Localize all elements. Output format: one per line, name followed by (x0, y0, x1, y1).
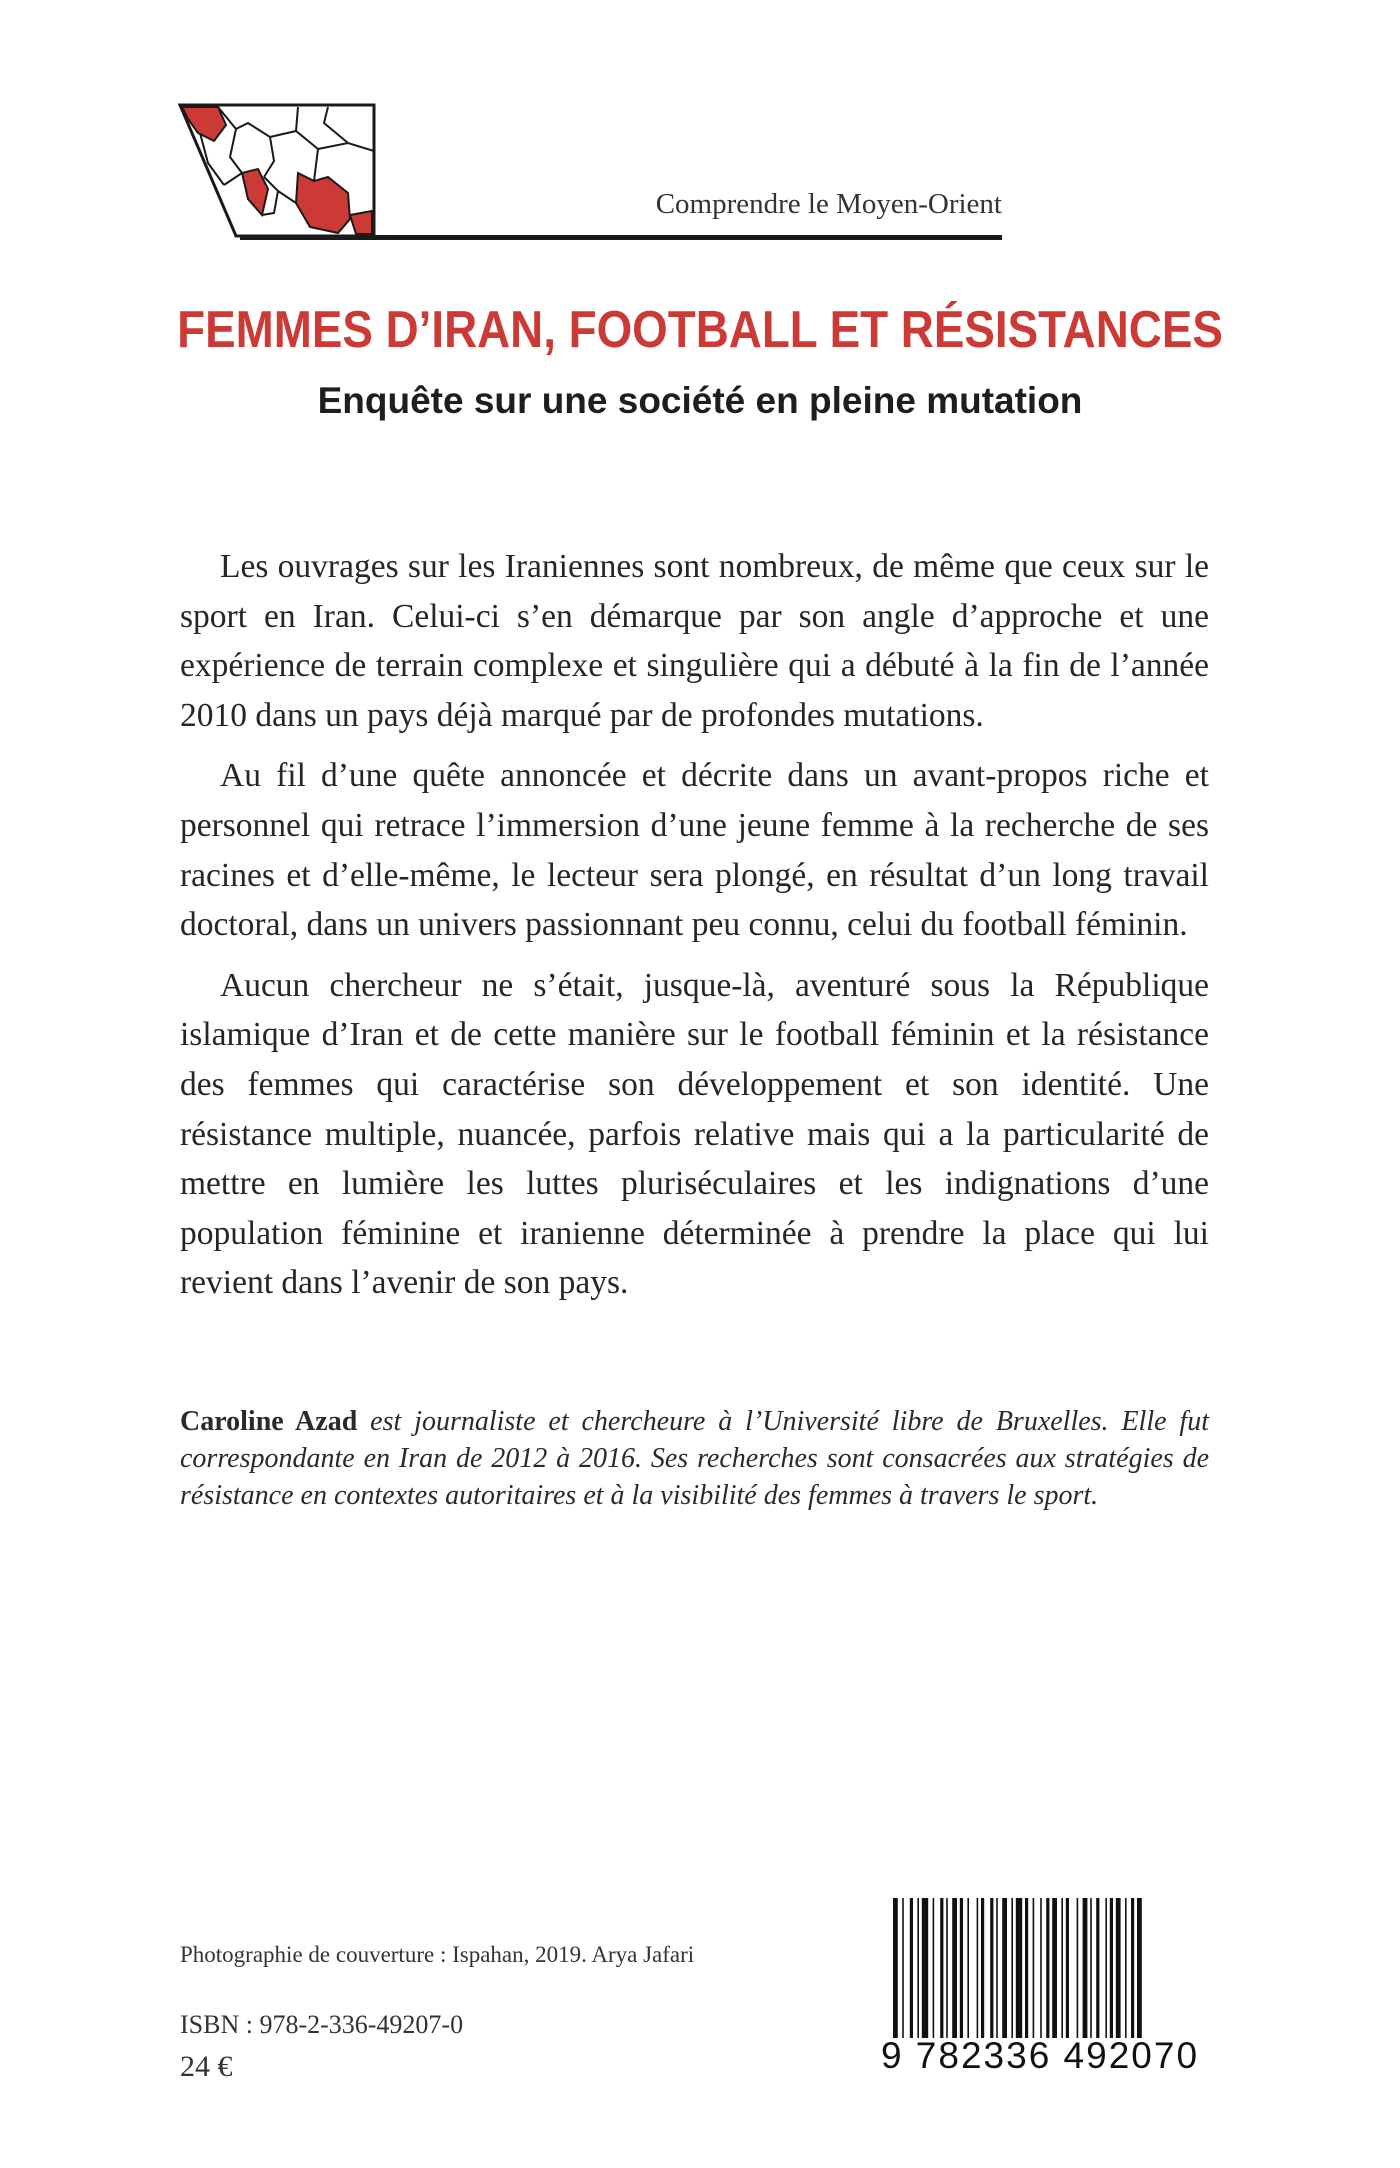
barcode-bar (940, 1898, 943, 2038)
barcode-bar (1046, 1898, 1049, 2038)
book-title: FEMMES D’IRAN, FOOTBALL ET RÉSISTANCES (177, 301, 1223, 359)
author-name: Caroline Azad (180, 1406, 358, 1437)
barcode-bar (1025, 1898, 1028, 2038)
photo-credit: Photographie de couverture : Ispahan, 2019. Arya Jafari (180, 1942, 695, 1967)
barcode-bar (1040, 1898, 1042, 2038)
barcode-bar (917, 1898, 919, 2038)
barcode-bar (1016, 1898, 1022, 2038)
blurb-paragraph: Aucun chercheur ne s’était, jusque-là, aventuré sous la République islamique d’Iran et de cette manière sur le football féminin et la résistance des femmes qui caractérise son développement et son identité. Une résistance multiple, nuancée, parfois relative mais qui a la particularité de mettre en lumière les luttes pluriséculaires et les indignations d’une population féminine et iranienne déterminée à prendre la place qui lui revient dans l’avenir de son pays. (180, 966, 1209, 1302)
barcode-bar (1066, 1898, 1069, 2038)
barcode-bar (1125, 1898, 1127, 2038)
book-subtitle: Enquête sur une société en pleine mutation (317, 380, 1083, 421)
barcode-bar (922, 1898, 928, 2038)
barcode-bar (1090, 1898, 1092, 2038)
barcode-bar (893, 1898, 898, 2038)
barcode-bar (1131, 1898, 1134, 2038)
barcode-bar (1110, 1898, 1113, 2038)
blurb-paragraph: Au fil d’une quête annoncée et décrite dans un avant-propos riche et personnel qui retrace l’immersion d’une jeune femme à la recherche de ses racines et d’elle-même, le lecteur sera plongé, en résultat d’un long travail doctoral, dans un univers passionnant peu connu, celui du football féminin. (180, 757, 1209, 944)
barcode-bar (996, 1898, 998, 2038)
barcode-bar (1011, 1898, 1013, 2038)
barcode-bar (910, 1898, 913, 2038)
isbn: ISBN : 978-2-336-49207-0 (180, 2010, 464, 2039)
barcode-bar (1077, 1898, 1079, 2038)
price: 24 € (180, 2050, 233, 2083)
barcode-bar (1116, 1898, 1121, 2038)
barcode-bar (960, 1898, 963, 2038)
author-bio-text: est journaliste et chercheure à l’Université libre de Bruxelles. Elle fut correspondante en Iran de 2012 à 2016. Ses recherches sont consacrées aux stratégies de résistance en contextes autoritaires et à la visibilité des femmes à travers le sport. (180, 1406, 1209, 1511)
series-name: Comprendre le Moyen-Orient (655, 188, 1002, 220)
series-rule (240, 235, 1002, 240)
barcode-bar (990, 1898, 993, 2038)
barcode-bar (1052, 1898, 1057, 2038)
barcode-bar (1002, 1898, 1007, 2038)
author-bio (180, 1403, 1209, 1514)
blurb (180, 542, 1209, 1319)
barcode-bar (946, 1898, 948, 2038)
barcode-bar (1105, 1898, 1107, 2038)
barcode-bar (981, 1898, 984, 2038)
blurb-paragraph: Les ouvrages sur les Iraniennes sont nombreux, de même que ceux sur le sport en Iran. Celui-ci s’en démarque par son angle d’approche et une expérience de terrain complexe et singulière qui a débuté à la fin de l’année 2010 dans un pays déjà marqué par de profondes mutations. (180, 548, 1209, 734)
barcode (871, 1898, 1209, 2083)
barcode-bar (1061, 1898, 1063, 2038)
barcode-bar (1137, 1898, 1142, 2038)
barcode-bars (871, 1898, 1209, 2038)
series-map-logo (178, 103, 376, 238)
barcode-bar (1033, 1898, 1035, 2038)
barcode-bar (1083, 1898, 1088, 2038)
barcode-bar (967, 1898, 969, 2038)
barcode-digits: 9 782336 492070 (880, 2035, 1200, 2076)
barcode-bar (902, 1898, 904, 2038)
barcode-bar (1096, 1898, 1099, 2038)
barcode-bar (977, 1898, 979, 2038)
barcode-bar (952, 1898, 957, 2038)
barcode-bar (933, 1898, 935, 2038)
